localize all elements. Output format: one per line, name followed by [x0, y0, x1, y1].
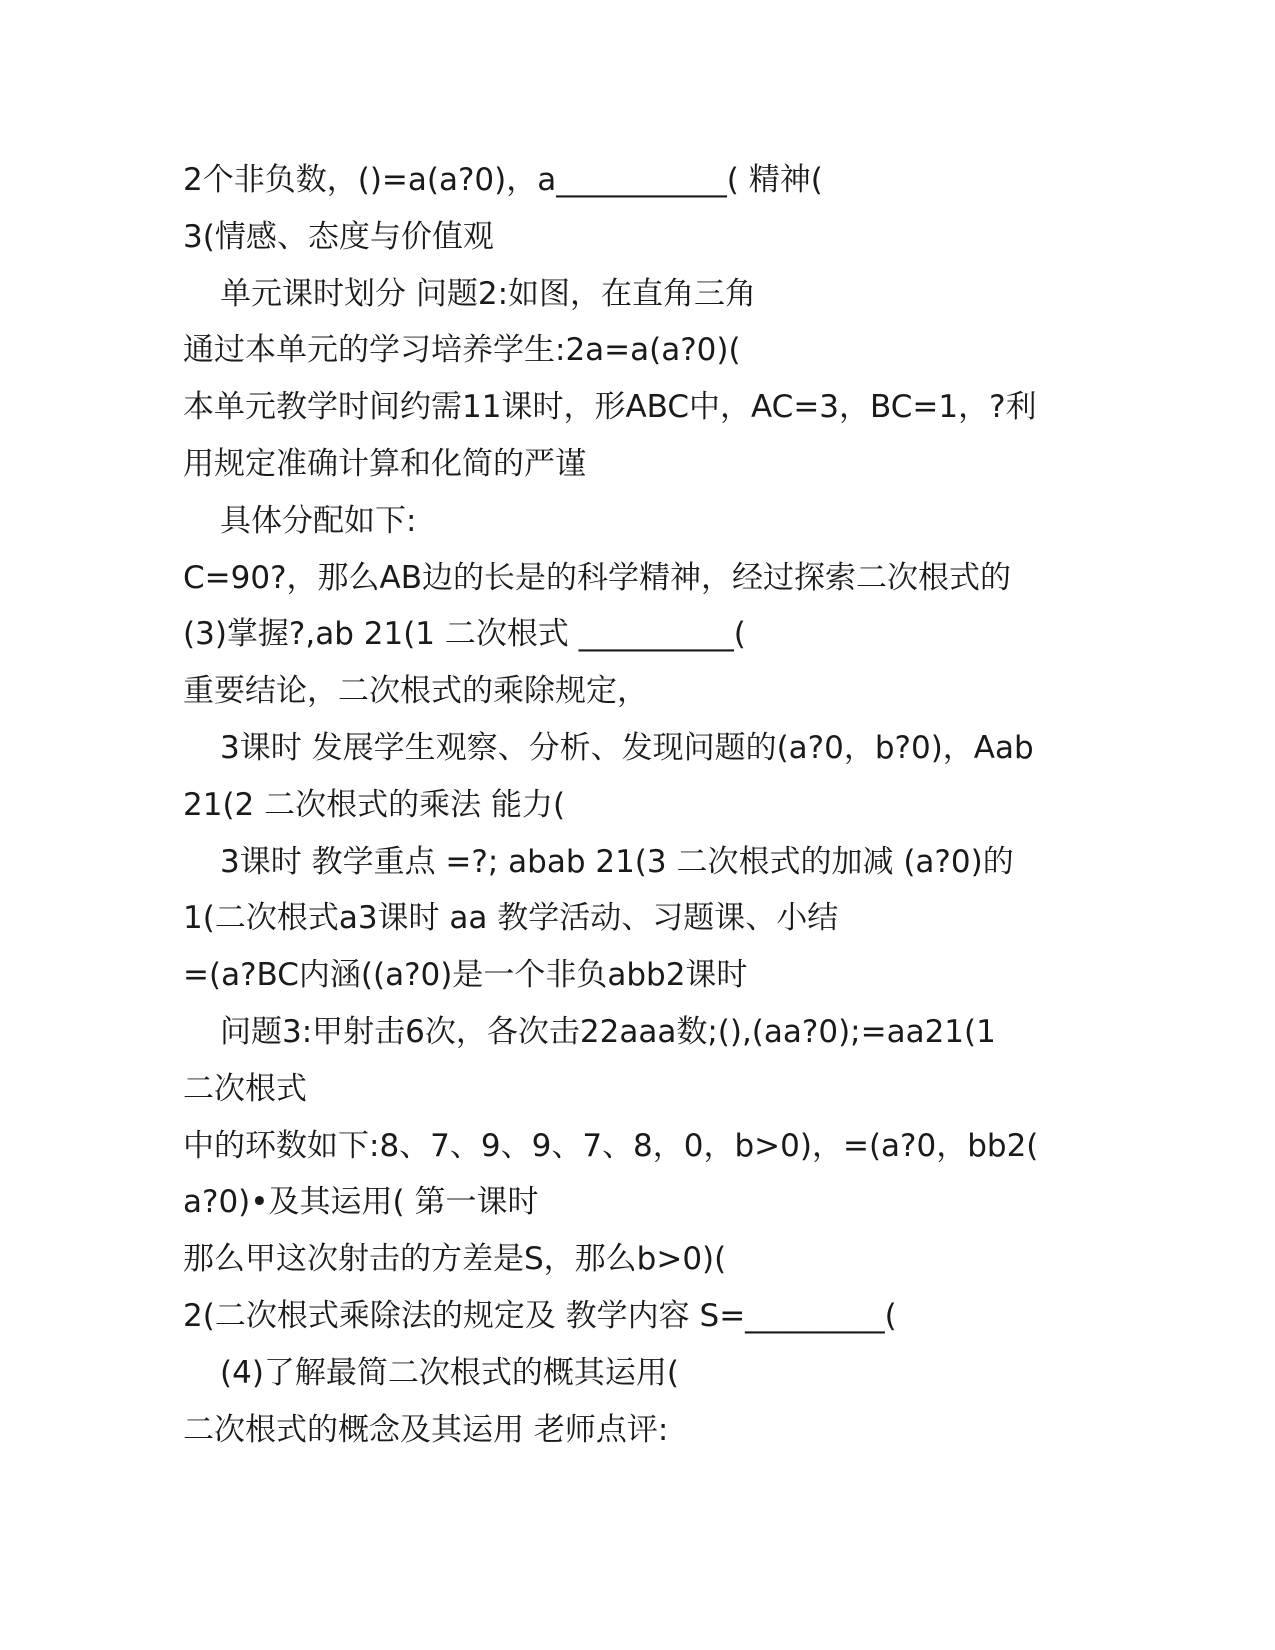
- text-line: (3)掌握?,ab 21(1 二次根式 __________(: [183, 616, 746, 653]
- text-line: 2个非负数，()=a(a?0)，a___________( 精神(: [183, 162, 823, 198]
- text-line: 重要结论，二次根式的乘除规定，: [183, 673, 648, 710]
- text-line: 二次根式: [183, 1070, 307, 1107]
- text-line: 用规定准确计算和化简的严谨: [183, 445, 586, 482]
- text-line: 那么甲这次射击的方差是S，那么b>0)(: [183, 1241, 727, 1278]
- text-line: 21(2 二次根式的乘法 能力(: [183, 786, 566, 823]
- text-line: 具体分配如下:: [220, 502, 417, 539]
- text-line: 2(二次根式乘除法的规定及 教学内容 S=_________(: [183, 1297, 897, 1334]
- text-line: (4)了解最简二次根式的概其运用(: [220, 1354, 680, 1391]
- text-line: 本单元教学时间约需11课时，形ABC中，AC=3，BC=1，?利: [183, 389, 1037, 426]
- text-line: 问题3:甲射击6次，各次击22aaa数;(),(aa?0);=aa21(1: [220, 1013, 996, 1050]
- text-line: 3(情感、态度与价值观: [183, 218, 494, 255]
- text-line: 3课时 发展学生观察、分析、发现问题的(a?0，b?0)，Aab: [220, 729, 1034, 766]
- text-line: a?0)•及其运用( 第一课时: [183, 1184, 539, 1221]
- text-line: 1(二次根式a3课时 aa 教学活动、习题课、小结: [183, 900, 839, 937]
- text-line: 通过本单元的学习培养学生:2a=a(a?0)(: [183, 332, 741, 369]
- text-line: 二次根式的概念及其运用 老师点评:: [183, 1411, 669, 1448]
- text-line: 单元课时划分 问题2:如图，在直角三角: [220, 275, 757, 312]
- document-body: [183, 152, 1083, 1458]
- text-line: C=90?，那么AB边的长是的科学精神，经过探索二次根式的: [183, 559, 1011, 596]
- text-line: 3课时 教学重点 =?; abab 21(3 二次根式的加减 (a?0)的: [220, 843, 1014, 880]
- text-line: 中的环数如下:8、7、9、9、7、8，0，b>0)，=(a?0，bb2(: [183, 1127, 1039, 1164]
- text-line: =(a?BC内涵((a?0)是一个非负abb2课时: [183, 957, 748, 994]
